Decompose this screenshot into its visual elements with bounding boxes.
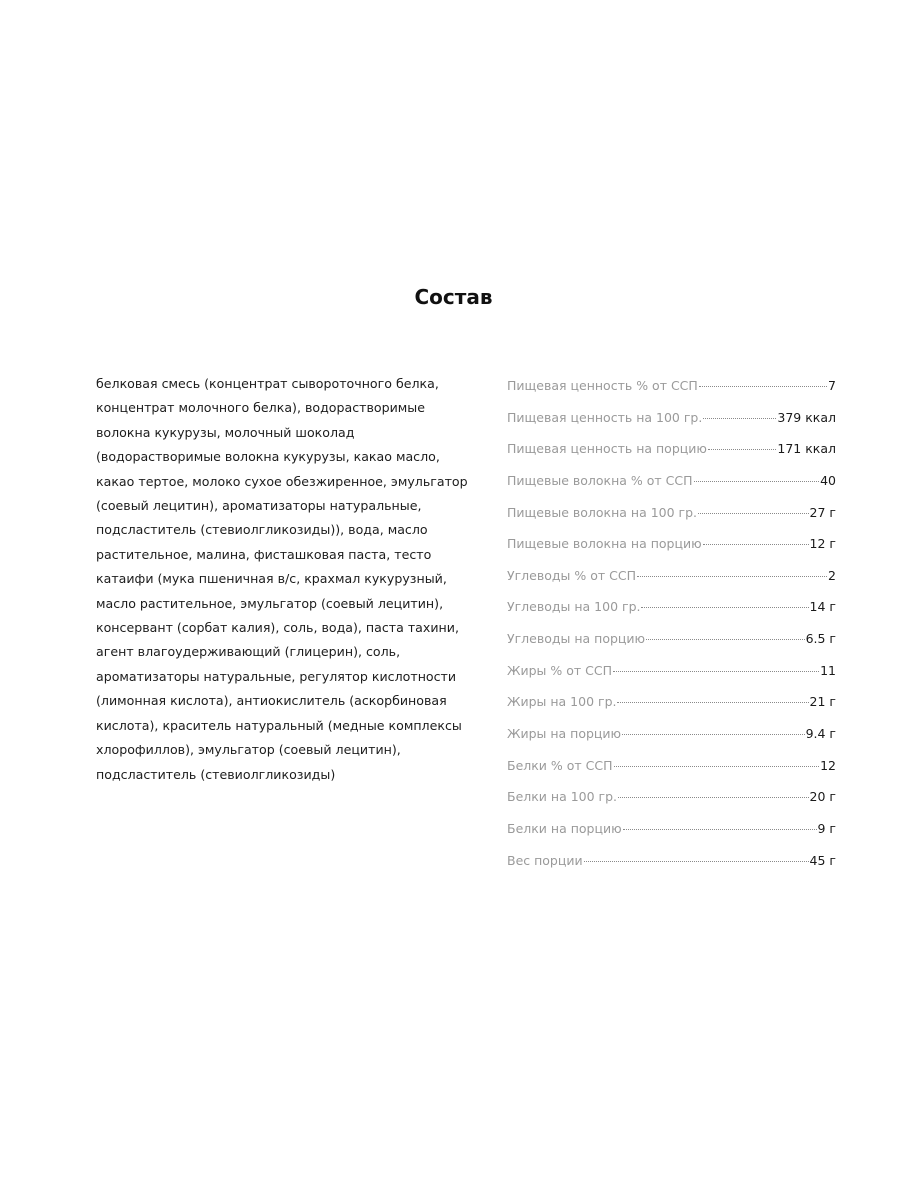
nutrition-row (507, 376, 836, 408)
nutrition-value: 12 г (809, 536, 836, 552)
nutrition-label: Углеводы на 100 гр. (507, 599, 641, 615)
nutrition-row (507, 692, 836, 724)
nutrition-row (507, 787, 836, 819)
nutrition-value: 20 г (809, 789, 836, 805)
nutrition-label: Белки % от ССП (507, 757, 613, 773)
nutrition-value: 171 ккал (777, 441, 836, 457)
nutrition-label: Вес порции (507, 852, 583, 868)
dotted-leader (614, 766, 820, 767)
nutrition-value: 7 (828, 378, 836, 393)
nutrition-row (507, 566, 836, 598)
nutrition-value: 27 г (809, 504, 836, 520)
nutrition-value: 11 (820, 662, 836, 678)
nutrition-value: 6.5 г (805, 631, 836, 647)
nutrition-value: 9.4 г (805, 726, 836, 742)
dotted-leader (622, 734, 804, 735)
dotted-leader (703, 418, 776, 419)
nutrition-row (507, 819, 836, 851)
nutrition-row (507, 851, 836, 883)
nutrition-label: Жиры на порцию (507, 726, 622, 742)
nutrition-label: Пищевые волокна на 100 гр. (507, 504, 698, 520)
nutrition-row (507, 503, 836, 535)
nutrition-label: Жиры % от ССП (507, 662, 612, 678)
nutrition-value: 21 г (809, 694, 836, 710)
nutrition-row (507, 724, 836, 756)
nutrition-label: Пищевая ценность на порцию (507, 441, 707, 457)
nutrition-value: 45 г (809, 852, 836, 868)
dotted-leader (641, 607, 808, 608)
nutrition-value: 40 (820, 472, 836, 488)
nutrition-row (507, 471, 836, 503)
dotted-leader (646, 639, 804, 640)
page-title: Состав (414, 285, 493, 309)
nutrition-row (507, 661, 836, 693)
dotted-leader (618, 797, 809, 798)
nutrition-row (507, 408, 836, 440)
nutrition-table (507, 376, 836, 882)
nutrition-row (507, 439, 836, 471)
nutrition-label: Белки на порцию (507, 820, 622, 836)
nutrition-label: Пищевые волокна на порцию (507, 536, 702, 552)
dotted-leader (584, 861, 809, 862)
nutrition-value: 2 (828, 567, 836, 583)
dotted-leader (637, 576, 827, 577)
ingredients-text: белковая смесь (концентрат сывороточного белка, концентрат молочного белка), водорастворимые волокна кукурузы, молочный шоколад (водорастворимые волокна кукурузы, какао масло, какао тертое, молоко сухое обезжиренное, эмульгатор (соевый лецитин), ароматизаторы натуральные, подсластитель (стевиолгликозиды)), вода, масло растительное, малина, фисташковая паста, тесто катаифи (мука пшеничная в/с, крахмал кукурузный, масло растительное, эмульгатор (соевый лецитин), консервант (сорбат калия), соль, вода), паста тахини, агент влагоудерживающий (глицерин), соль, ароматизаторы натуральные, регулятор кислотности (лимонная кислота), антиокислитель (аскорбиновая кислота), краситель натуральный (медные комплексы хлорофиллов), эмульгатор (соевый лецитин), подсластитель (стевиолгликозиды) (96, 376, 468, 782)
nutrition-value: 14 г (809, 599, 836, 615)
nutrition-label: Жиры на 100 гр. (507, 694, 617, 710)
nutrition-row (507, 534, 836, 566)
nutrition-row (507, 756, 836, 788)
dotted-leader (708, 449, 776, 450)
dotted-leader (613, 671, 819, 672)
dotted-leader (699, 386, 827, 387)
nutrition-label: Углеводы % от ССП (507, 567, 636, 583)
nutrition-label: Пищевые волокна % от ССП (507, 472, 693, 488)
dotted-leader (698, 513, 809, 514)
nutrition-row (507, 629, 836, 661)
dotted-leader (623, 829, 817, 830)
nutrition-label: Пищевая ценность на 100 гр. (507, 409, 703, 425)
nutrition-value: 12 (820, 757, 836, 773)
nutrition-value: 379 ккал (777, 409, 836, 425)
dotted-leader (694, 481, 820, 482)
nutrition-label: Углеводы на порцию (507, 631, 646, 647)
nutrition-value: 9 г (817, 820, 836, 836)
nutrition-label: Белки на 100 гр. (507, 789, 618, 805)
dotted-leader (703, 544, 809, 545)
nutrition-label: Пищевая ценность % от ССП (507, 378, 698, 393)
dotted-leader (617, 702, 808, 703)
nutrition-row (507, 597, 836, 629)
